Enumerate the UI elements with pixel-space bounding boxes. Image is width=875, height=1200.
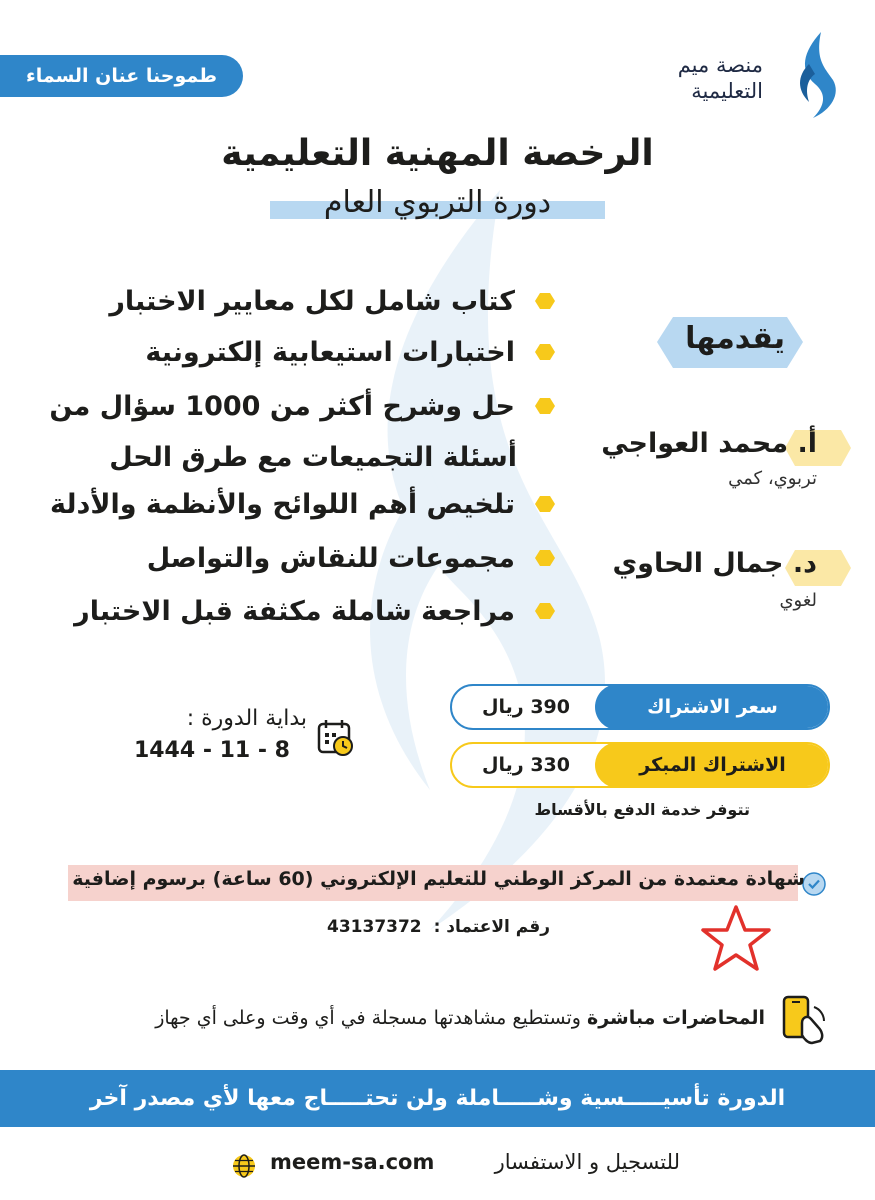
brand-line-1: منصة ميم [677,53,763,77]
feature-item [147,533,555,583]
presenter-role: لغوي [779,590,817,611]
feature-item [109,432,517,482]
presenter-name: أ. محمد العواجي [601,428,817,459]
calendar-clock-icon [316,718,356,758]
page-subtitle: دورة التربوي العام [323,185,552,220]
verified-check-icon [802,872,826,896]
brand-name [678,52,763,104]
register-label: للتسجيل و الاستفسار [494,1150,680,1174]
regular-price-pill [450,684,830,730]
accreditation-number: 43137372 [327,917,422,937]
feature-item [74,586,555,636]
feature-item [50,479,555,529]
hexagon-bullet-icon [535,549,555,567]
phone-tap-icon [778,993,834,1045]
presenter-role: تربوي، كمي [728,468,817,489]
feature-item [145,327,555,377]
lectures-note [155,1007,765,1029]
accreditation-label: رقم الاعتماد : [433,917,550,937]
lectures-bold: المحاضرات مباشرة [587,1007,765,1029]
presenters-badge [655,315,805,370]
slogan-pill: طموحنا عنان السماء [0,55,243,97]
website-link[interactable]: meem-sa.com [270,1150,435,1174]
certificate-text: شهادة معتمدة من المركز الوطني للتعليم الإلكتروني (60 ساعة) برسوم إضافية [72,868,805,890]
installments-note: تتوفر خدمة الدفع بالأقساط [534,800,750,819]
banner-text: الدورة تأسيـــــسية وشـــــاملة ولن تحتـــــاج معها لأي مصدر آخر [89,1086,786,1111]
feature-text: اختبارات استيعابية إلكترونية [145,336,515,368]
accreditation [327,917,550,937]
feature-text: تلخيص أهم اللوائح والأنظمة والأدلة [50,488,515,520]
course-start-date: 1444 - 11 - 8 [133,738,290,763]
regular-price-label: سعر الاشتراك [595,684,830,730]
presenter-name: د. جمال الحاوي [612,548,817,579]
lectures-rest: وتستطيع مشاهدتها مسجلة في أي وقت وعلى أي جهاز [155,1007,587,1029]
brand-line-2: التعليمية [691,79,763,103]
feature-text: مراجعة شاملة مكثفة قبل الاختبار [74,595,515,627]
feature-text: مجموعات للنقاش والتواصل [146,542,515,574]
star-icon [700,903,772,975]
hexagon-bullet-icon [535,343,555,361]
hexagon-bullet-icon [535,397,555,415]
page-title: الرخصة المهنية التعليمية [221,133,654,174]
globe-icon [232,1154,256,1178]
feature-text: أسئلة التجميعات مع طرق الحل [109,441,517,473]
feature-item [49,381,555,431]
hexagon-bullet-icon [535,602,555,620]
feature-item [109,276,555,326]
flame-logo-icon [787,30,847,120]
presenters-label: يقدمها [685,321,785,356]
early-price-value: 330 ريال [482,754,570,776]
feature-text: كتاب شامل لكل معايير الاختبار [109,285,515,317]
regular-price-value: 390 ريال [482,696,570,718]
course-start-label: بداية الدورة : [186,706,307,731]
hexagon-bullet-icon [535,292,555,310]
early-price-pill [450,742,830,788]
feature-text: حل وشرح أكثر من 1000 سؤال من [49,390,515,422]
early-price-label: الاشتراك المبكر [595,742,830,788]
hexagon-bullet-icon [535,495,555,513]
